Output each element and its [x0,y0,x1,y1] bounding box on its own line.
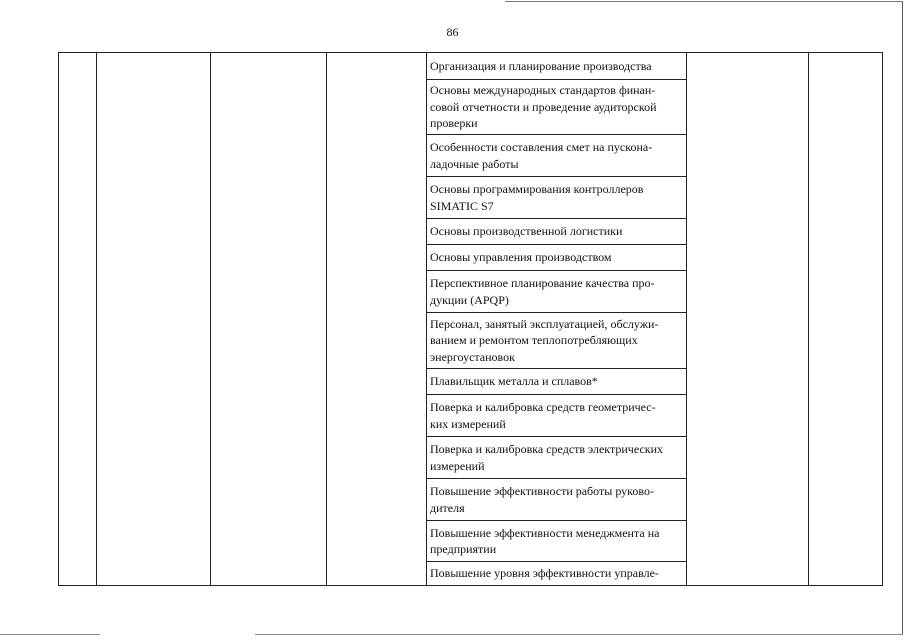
course-entry [427,79,686,134]
course-entry-text: Поверка и калибровка средств геометричес- ких измерений [430,400,656,431]
course-entry-text: Поверка и калибровка средств электрических измерений [430,442,664,473]
table-cell-empty [211,53,327,586]
table-cell-empty [687,53,809,586]
course-entry [427,394,686,436]
course-list [427,53,686,585]
course-entry [427,520,686,561]
page-top-edge-line [505,1,903,2]
course-entry [427,218,686,244]
page-bottom-edge-line-right [255,634,903,635]
course-entry-text: Основы международных стандартов финан- совой отчетности и проведение аудиторской проверки [430,83,657,131]
course-entry-text: Перспективное планирование качества про- дукции (APQP) [430,276,655,307]
course-list-cell [427,53,687,586]
course-entry [427,176,686,218]
course-entry-text: Повышение уровня эффективности управле- [430,566,659,580]
course-entry [427,53,686,79]
course-entry-text: Организация и планирование производства [430,58,652,73]
course-entry [427,270,686,312]
course-entry [427,368,686,394]
course-entry [427,436,686,478]
course-entry-text: Плавильщик металла и сплавов* [430,374,598,389]
course-entry [427,134,686,176]
course-entry [427,561,686,585]
course-entry-text: Основы производственной логистики [430,224,623,239]
course-entry-text: Персонал, занятый эксплуатацией, обслужи- ванием и ремонтом теплопотребляющих энергоустановок [430,316,659,364]
course-entry-text: Повышение эффективности менеджмента на предприятии [430,525,660,556]
course-entry-text: Основы программирования контроллеров SIMATIC S7 [430,182,644,213]
course-entry-text: Основы управления производством [430,250,612,265]
course-entry [427,312,686,368]
course-entry-text: Особенности составления смет на пускона- ладочные работы [430,140,653,171]
page-number: 86 [446,25,459,39]
table-cell-empty [327,53,427,586]
table-cell-empty [809,53,883,586]
course-entry [427,478,686,520]
page-right-edge-line [902,2,903,634]
table-cell-empty [59,53,97,586]
table-cell-empty [97,53,211,586]
table-row [59,53,883,586]
course-entry-text: Повышение эффективности работы руково- дителя [430,484,654,515]
courses-table [58,52,883,586]
course-entry [427,244,686,270]
page-bottom-edge-line-left [0,634,100,635]
